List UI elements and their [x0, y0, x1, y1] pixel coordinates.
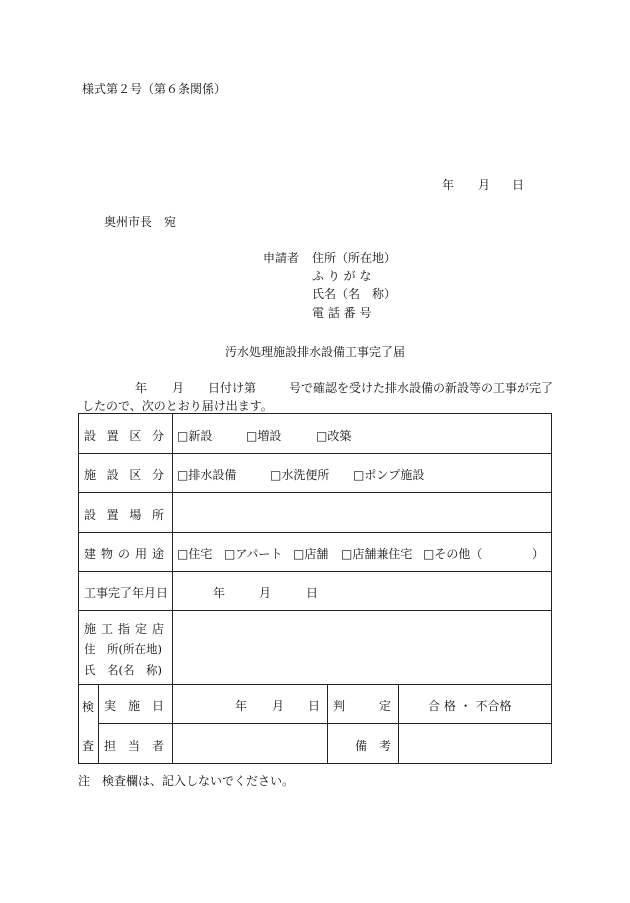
inspection-side-bottom: 査: [82, 739, 95, 753]
inspection-day: 日: [308, 699, 321, 713]
checkbox-apartment[interactable]: □アパート: [224, 547, 283, 561]
row-divider: [78, 684, 552, 685]
contractor-field[interactable]: [173, 611, 551, 684]
row-divider: [78, 453, 552, 454]
inspection-side-divider: [98, 684, 99, 764]
judgement-label-divider: [327, 684, 328, 764]
judgement-label: 判定: [333, 699, 391, 713]
date-month: 月: [478, 178, 491, 192]
body-year: 年: [135, 381, 148, 395]
label-column-divider: [172, 413, 173, 764]
completion-date-label: 工事完了年月日: [84, 586, 169, 600]
body-month: 月: [172, 381, 185, 395]
applicant-phone-label: 電 話 番 号: [312, 306, 372, 320]
footnote: 注 検査欄は、記入しないでください。: [78, 774, 295, 788]
inspection-mid-divider: [98, 723, 552, 724]
inspection-year: 年: [235, 699, 248, 713]
checkbox-extension[interactable]: □増設: [246, 429, 282, 443]
body-line2: したので、次のとおり届け出ます。: [82, 399, 273, 413]
inspection-month: 月: [272, 699, 285, 713]
facility-type-label: 施設区分: [84, 468, 164, 482]
inspection-date-label: 実施日: [104, 699, 164, 713]
row-divider: [78, 532, 552, 533]
table-border-top: [78, 413, 552, 414]
inspector-label: 担当者: [104, 739, 164, 753]
addressee: 奥州市長 宛: [104, 215, 177, 229]
install-type-label: 設置区分: [84, 429, 164, 443]
checkbox-residence[interactable]: □住宅: [177, 547, 213, 561]
completion-month: 月: [259, 586, 272, 600]
judgement-value: 合 格 ・ 不合格: [428, 699, 512, 713]
remarks-label: 備考: [355, 739, 391, 753]
body-date-suffix: 日付け第: [208, 381, 257, 395]
checkbox-store-residence[interactable]: □店舗兼住宅: [341, 547, 413, 561]
applicant-address-label: 住所（所在地）: [312, 251, 397, 265]
form-number: 様式第２号（第６条関係）: [82, 82, 227, 96]
table-border-bottom: [78, 763, 552, 764]
date-day: 日: [512, 178, 525, 192]
completion-year: 年: [213, 586, 226, 600]
contractor-name-label: 氏 名(名 称): [84, 663, 162, 677]
checkbox-other[interactable]: □その他（: [423, 547, 483, 561]
completion-day: 日: [306, 586, 319, 600]
checkbox-pump-facility[interactable]: □ポンプ施設: [353, 468, 425, 482]
date-year: 年: [442, 178, 455, 192]
applicant-furigana-label: ふ り が な: [312, 269, 372, 283]
checkbox-drainage-equipment[interactable]: □排水設備: [177, 468, 237, 482]
table-border-right: [551, 413, 552, 764]
other-close-paren: ）: [532, 547, 545, 561]
checkbox-new-construction[interactable]: □新設: [177, 429, 213, 443]
applicant-prefix: 申請者: [263, 251, 300, 265]
checkbox-renovation[interactable]: □改築: [316, 429, 352, 443]
judgement-value-divider: [398, 684, 399, 764]
contractor-address-label: 住 所(所在地): [84, 642, 162, 656]
checkbox-flush-toilet[interactable]: □水洗便所: [270, 468, 330, 482]
body-line1-rest: 号で確認を受けた排水設備の新設等の工事が完了: [289, 381, 554, 395]
location-label: 設置場所: [84, 508, 164, 522]
row-divider: [78, 571, 552, 572]
inspection-side-top: 検: [82, 700, 95, 714]
document-title: 汚水処理施設排水設備工事完了届: [225, 345, 406, 359]
location-field[interactable]: [173, 493, 551, 532]
applicant-name-label: 氏名（名 称）: [312, 287, 397, 301]
table-border-left: [78, 413, 79, 764]
building-use-label: 建物の用途: [84, 547, 164, 561]
contractor-label: 施工指定店: [84, 622, 164, 636]
checkbox-store[interactable]: □店舗: [293, 547, 329, 561]
